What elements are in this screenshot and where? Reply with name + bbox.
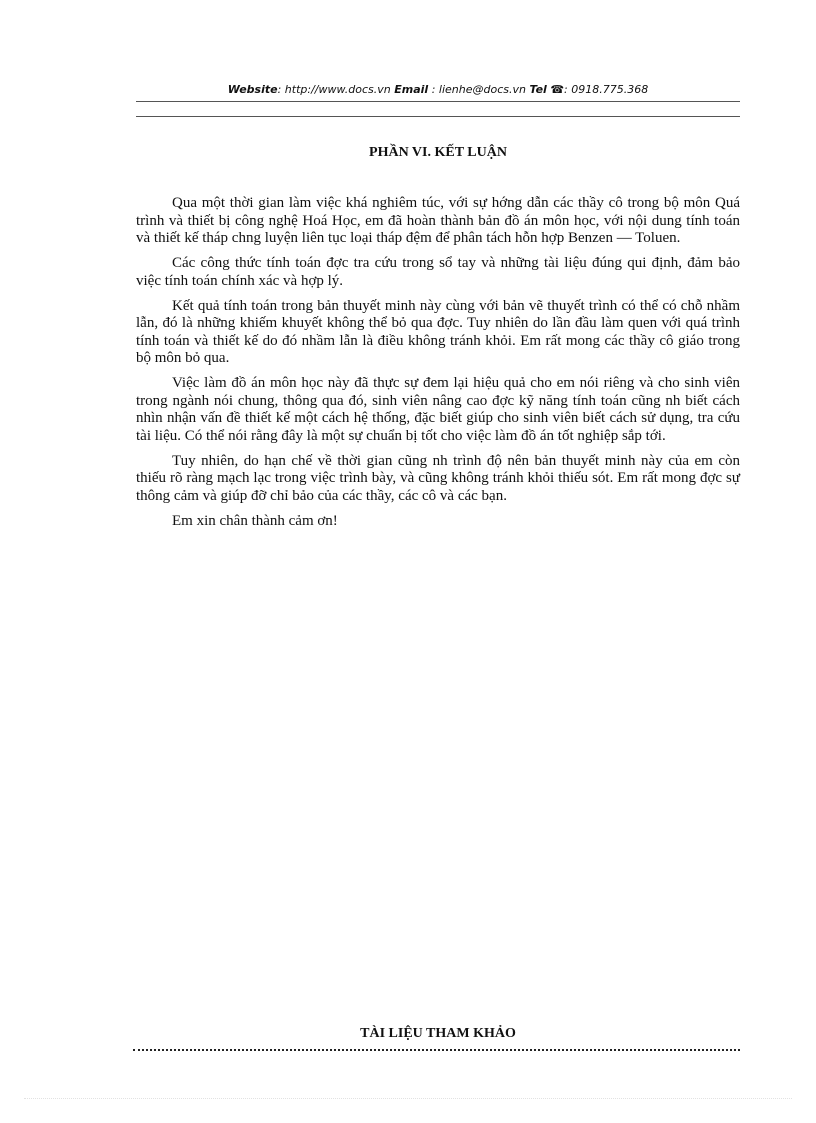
- page-header: [136, 82, 740, 98]
- page-bottom-rule: [24, 1098, 792, 1099]
- email-value: : lienhe@docs.vn: [431, 83, 526, 96]
- header-rule-bottom: [136, 116, 740, 117]
- section-content: [136, 195, 740, 538]
- paragraph: Tuy nhiên, do hạn chế về thời gian cũng nh trình độ nên bản thuyết minh này của em còn thiếu rõ ràng mạch lạc trong việc trình bày, và cũng không tránh khỏi thiếu sót. Em rất mong đợc sự thông cảm và giúp đỡ chỉ bảo của các thầy, các cô và các bạn.: [136, 452, 740, 504]
- paragraph: Em xin chân thành cảm ơn!: [172, 512, 338, 529]
- website-label: Website: [227, 83, 278, 96]
- phone-icon: ☎: [550, 83, 565, 96]
- paragraph: Qua một thời gian làm việc khá nghiêm túc, với sự hớng dẫn các thầy cô trong bộ môn Quá trình và thiết bị công nghệ Hoá Học, em đã hoàn thành bản đồ án môn học, với nội dung tính toán và thiết kế tháp chng luyện liên tục loại tháp đệm để phân tách hỗn hợp Benzen — Toluen.: [136, 195, 740, 246]
- paragraph: Các công thức tính toán đợc tra cứu trong sổ tay và những tài liệu đúng qui định, đảm bảo việc tính toán chính xác và hợp lý.: [136, 255, 740, 289]
- references-dotted-rule: [133, 1049, 740, 1051]
- email-label: Email: [394, 83, 429, 96]
- header-rule-top: [136, 101, 740, 102]
- paragraph: Việc làm đồ án môn học này đã thực sự đem lại hiệu quả cho em nói riêng và cho sinh viên trong ngành nói chung, thông qua đó, sinh viên nâng cao đợc kỹ năng tính toán cũng nh biết cách nhìn nhận vấn đề thiết kế một cách hệ thống, đặc biết giúp cho sinh viên biết cách sử dụng, tra cứu tài liệu. Có thể nói rằng đây là một sự chuẩn bị tốt cho việc làm đồ án tốt nghiệp sắp tới.: [136, 375, 740, 444]
- references-title: TÀI LIỆU THAM KHẢO: [360, 1026, 516, 1041]
- tel-value: : 0918.775.368: [564, 83, 649, 96]
- tel-label: Tel: [529, 83, 547, 96]
- website-value: : http://www.docs.vn: [277, 83, 391, 96]
- paragraph: Kết quả tính toán trong bản thuyết minh này cùng với bản vẽ thuyết trình có thể có chỗ nhầm lẫn, đó là những khiếm khuyết không thể bỏ qua đợc. Tuy nhiên do lần đầu làm quen với quá trình tính toán và thiết kế do đó nhầm lẫn là điều không tránh khỏi. Em rất mong các thầy cô giáo trong bộ môn bỏ qua.: [136, 297, 740, 366]
- section-title: PHẦN VI. KẾT LUẬN: [369, 145, 507, 160]
